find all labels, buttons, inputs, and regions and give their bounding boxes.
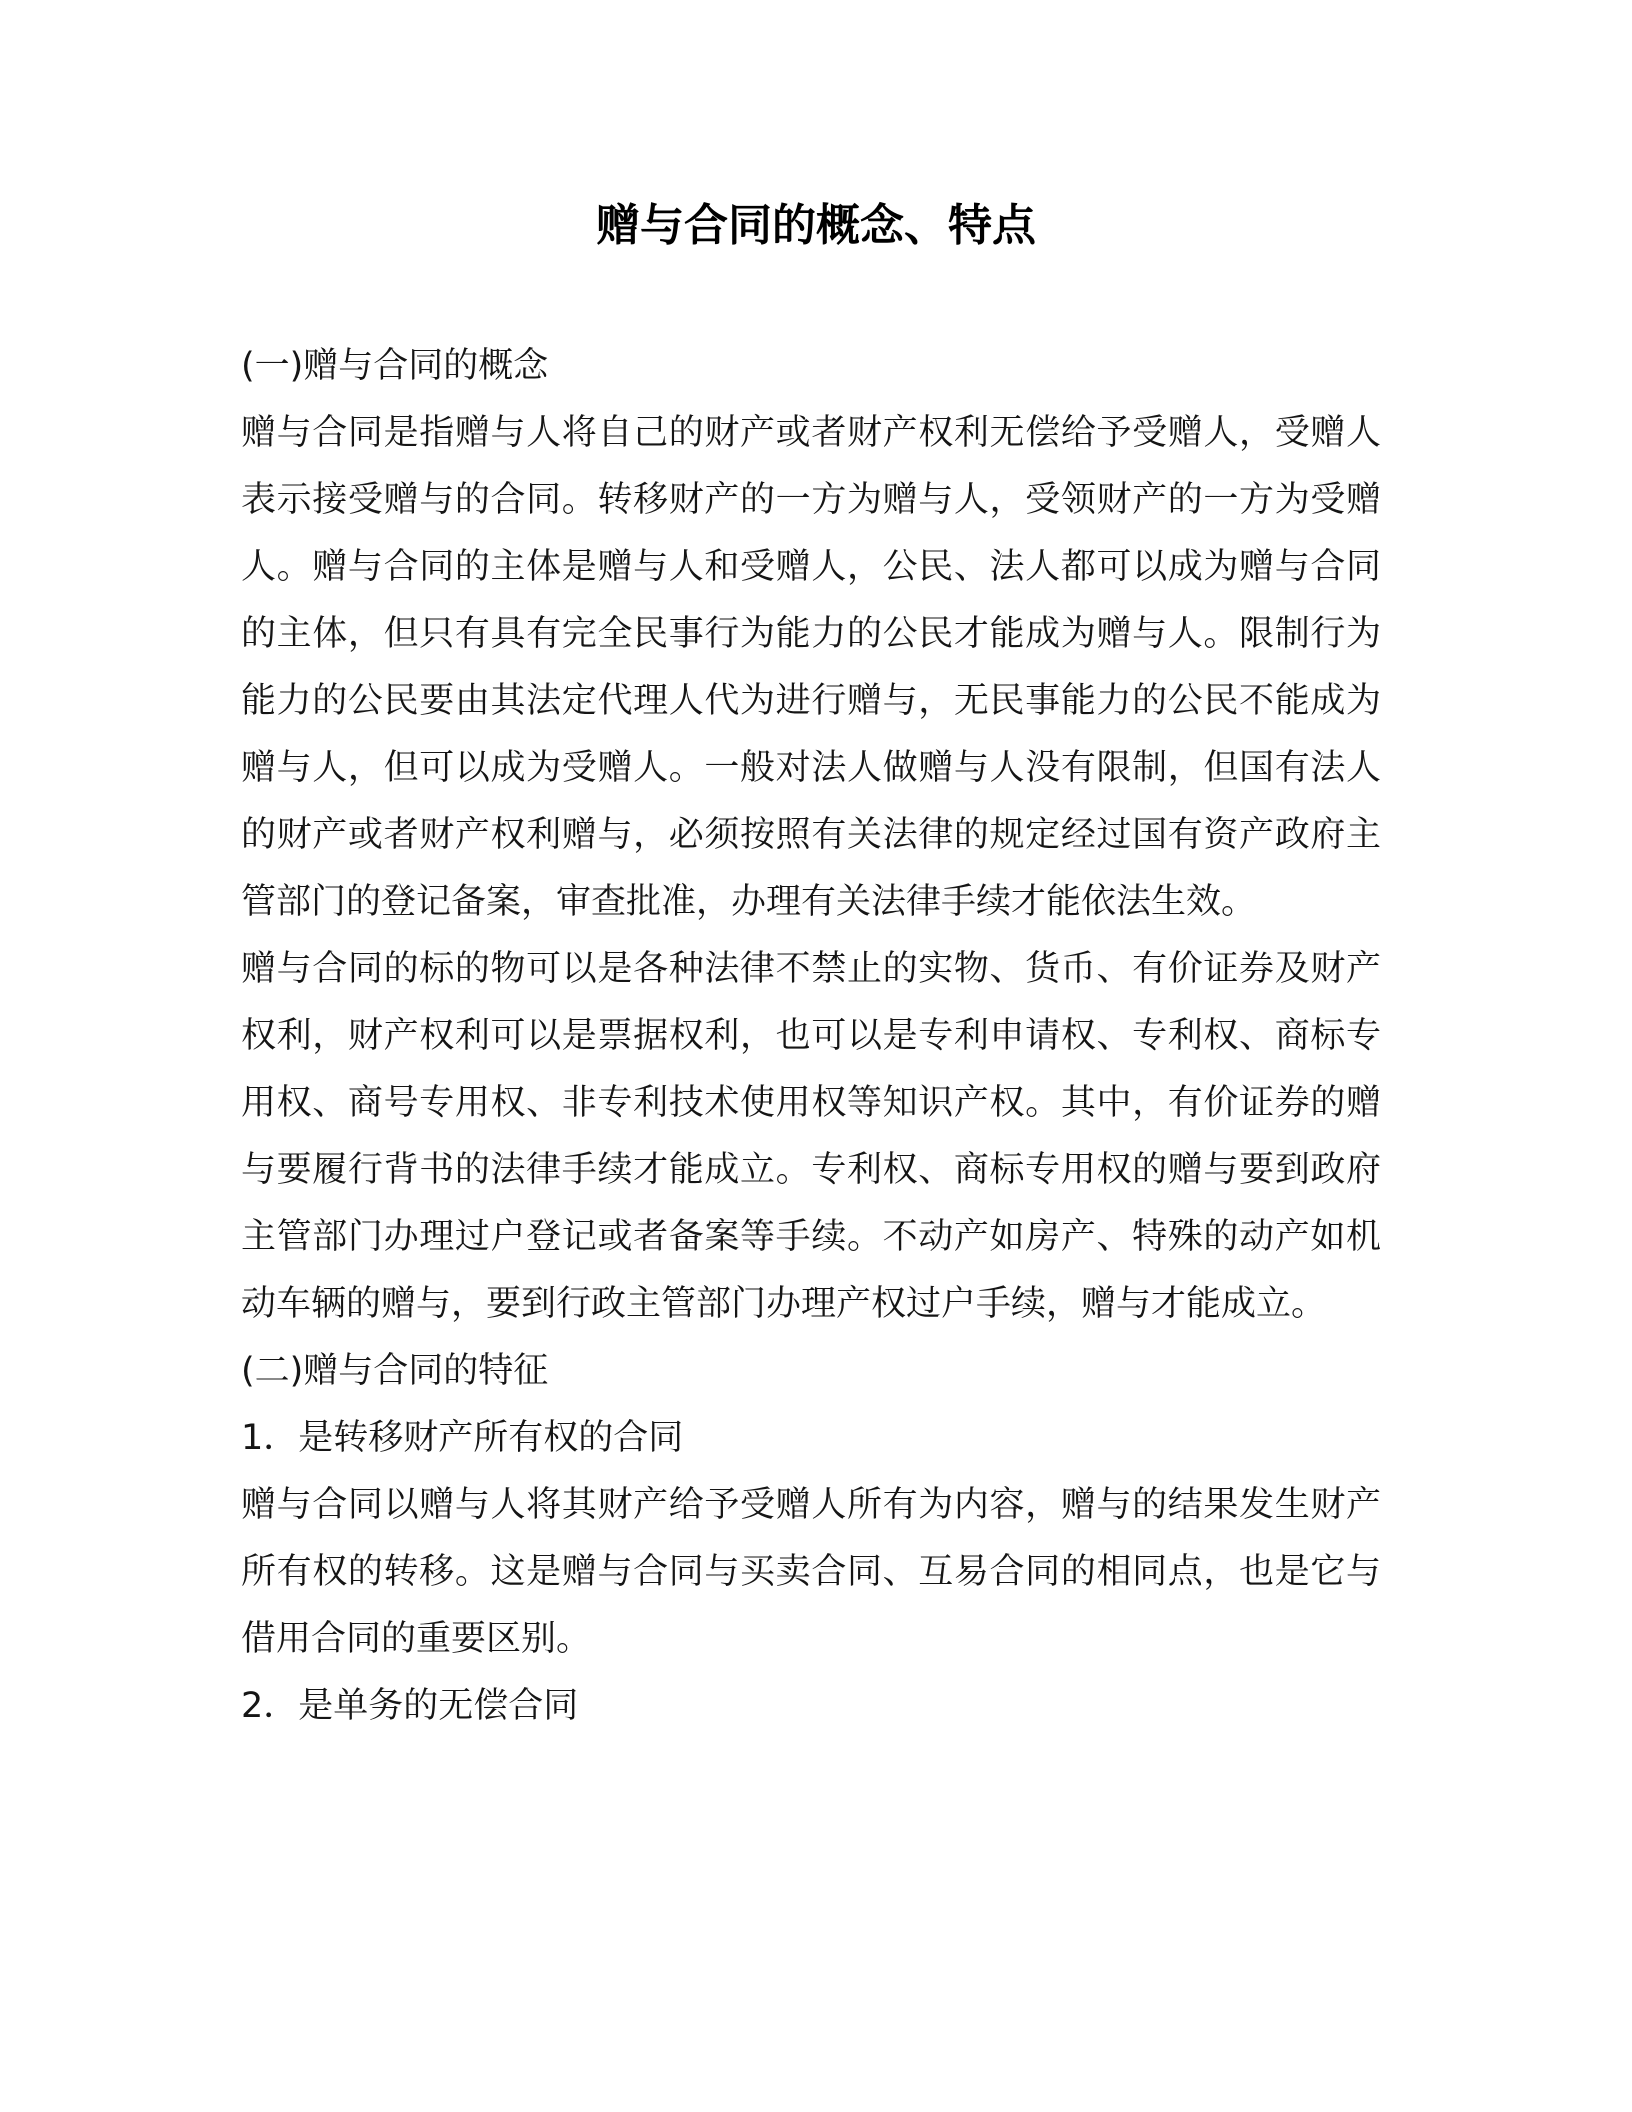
paragraph-feature-1: 赠与合同以赠与人将其财产给予受赠人所有为内容，赠与的结果发生财产所有权的转移。这是赠与合同与买卖合同、互易合同的相同点，也是它与借用合同的重要区别。 — [241, 1485, 1381, 1659]
section-heading-concept: (一)赠与合同的概念 — [241, 346, 549, 386]
feature-heading-2: 2．是单务的无偿合同 — [241, 1686, 579, 1726]
document-body — [241, 333, 1381, 1740]
page-title: 赠与合同的概念、特点 — [596, 200, 1036, 251]
paragraph-subject-matter: 赠与合同的标的物可以是各种法律不禁止的实物、货币、有价证券及财产权利，财产权利可以是票据权利，也可以是专利申请权、专利权、商标专用权、商号专用权、非专利技术使用权等知识产权。其中，有价证券的赠与要履行背书的法律手续才能成立。专利权、商标专用权的赠与要到政府主管部门办理过户登记或者备案等手续。不动产如房产、特殊的动产如机动车辆的赠与，要到行政主管部门办理产权过户手续，赠与才能成立。 — [241, 949, 1381, 1324]
section-heading-features: (二)赠与合同的特征 — [241, 1351, 549, 1391]
feature-heading-1: 1．是转移财产所有权的合同 — [241, 1418, 684, 1458]
paragraph-definition: 赠与合同是指赠与人将自己的财产或者财产权利无偿给予受赠人，受赠人表示接受赠与的合同。转移财产的一方为赠与人，受领财产的一方为受赠人。赠与合同的主体是赠与人和受赠人，公民、法人都可以成为赠与合同的主体，但只有具有完全民事行为能力的公民才能成为赠与人。限制行为能力的公民要由其法定代理人代为进行赠与，无民事能力的公民不能成为赠与人，但可以成为受赠人。一般对法人做赠与人没有限制，但国有法人的财产或者财产权利赠与，必须按照有关法律的规定经过国有资产政府主管部门的登记备案，审查批准，办理有关法律手续才能依法生效。 — [241, 413, 1381, 922]
